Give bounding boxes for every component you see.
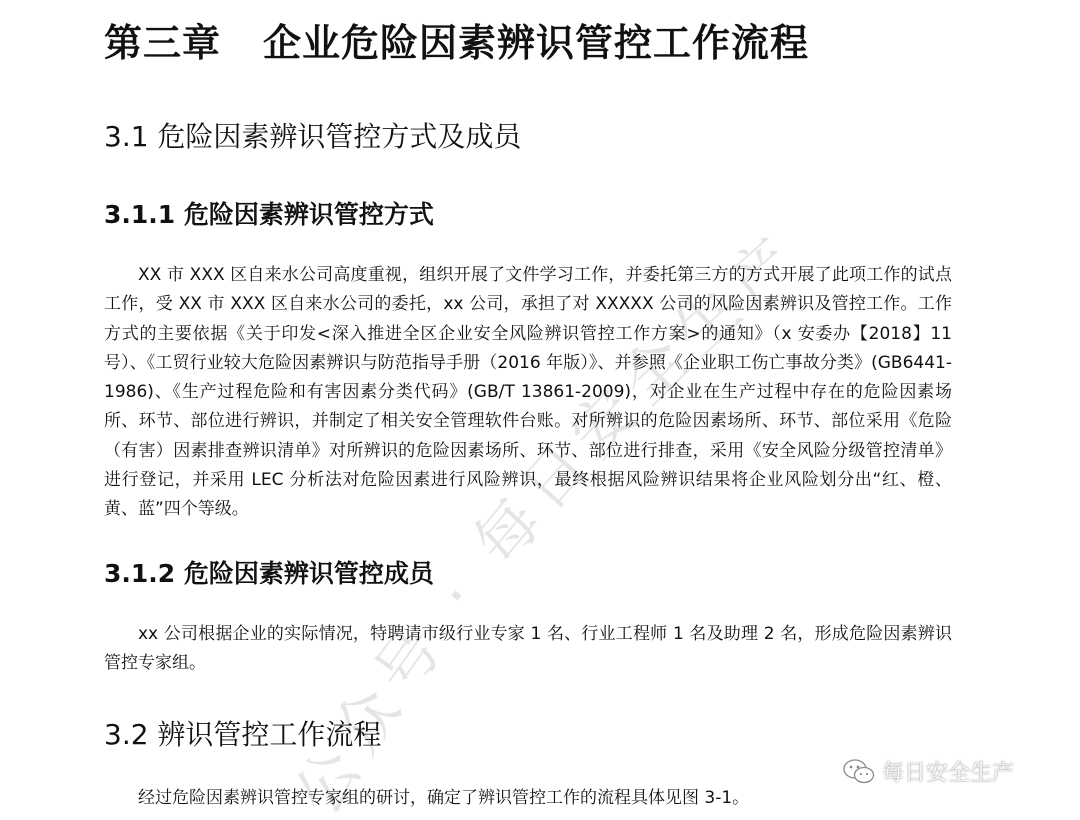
- chapter-title: [104, 12, 809, 67]
- wechat-watermark: [842, 756, 1014, 787]
- section-heading-3-1-1: 3.1.1 危险因素辨识管控方式: [104, 200, 434, 229]
- paragraph-3-1-1: XX 市 XXX 区自来水公司高度重视，组织开展了文件学习工作，并委托第三方的方式开展了此项工作的试点工作，受 XX 市 XXX 区自来水公司的委托，xx 公司，承担了对 XXXXX 公司的风险因素辨识及管控工作。工作方式的主要依据《关于印发<深入推进全区企业安全风险辨识管控工作方案>的通知》（x 安委办【2018】11 号）、《工贸行业较大危险因素辨识与防范指导手册（2016 年版）》、并参照《企业职工伤亡事故分类》(GB6441-1986)、《生产过程危险和有害因素分类代码》(GB/T 13861-2009)，对企业在生产过程中存在的危险因素场所、环节、部位进行辨识，并制定了相关安全管理软件台账。对所辨识的危险因素场所、环节、部位采用《危险（有害）因素排查辨识清单》对所辨识的危险因素场所、环节、部位进行排查，采用《安全风险分级管控清单》进行登记，并采用 LEC 分析法对危险因素进行风险辨识，最终根据风险辨识结果将企业风险划分出“红、橙、黄、蓝”四个等级。: [104, 265, 952, 520]
- svg-text:公众号 · 每日安全生产: 公众号 · 每日安全生产: [280, 217, 816, 820]
- paragraph-3-1-2: xx 公司根据企业的实际情况，特聘请市级行业专家 1 名、行业工程师 1 名及助理 2 名，形成危险因素辨识管控专家组。: [104, 624, 952, 674]
- section-heading-3-1: 3.1 危险因素辨识管控方式及成员: [104, 120, 522, 153]
- wechat-account-name: 每日安全生产: [882, 761, 1015, 786]
- chapter-number: 第三章: [104, 21, 222, 65]
- section-heading-3-1-2: 3.1.2 危险因素辨识管控成员: [104, 559, 434, 588]
- wechat-icon: [842, 758, 876, 786]
- section-heading-3-2: 3.2 辨识管控工作流程: [104, 718, 382, 751]
- chapter-name: 企业危险因素辨识管控工作流程: [263, 21, 810, 65]
- paragraph-3-2: 经过危险因素辨识管控专家组的研讨，确定了辨识管控工作的流程具体见图 3-1。: [138, 788, 750, 808]
